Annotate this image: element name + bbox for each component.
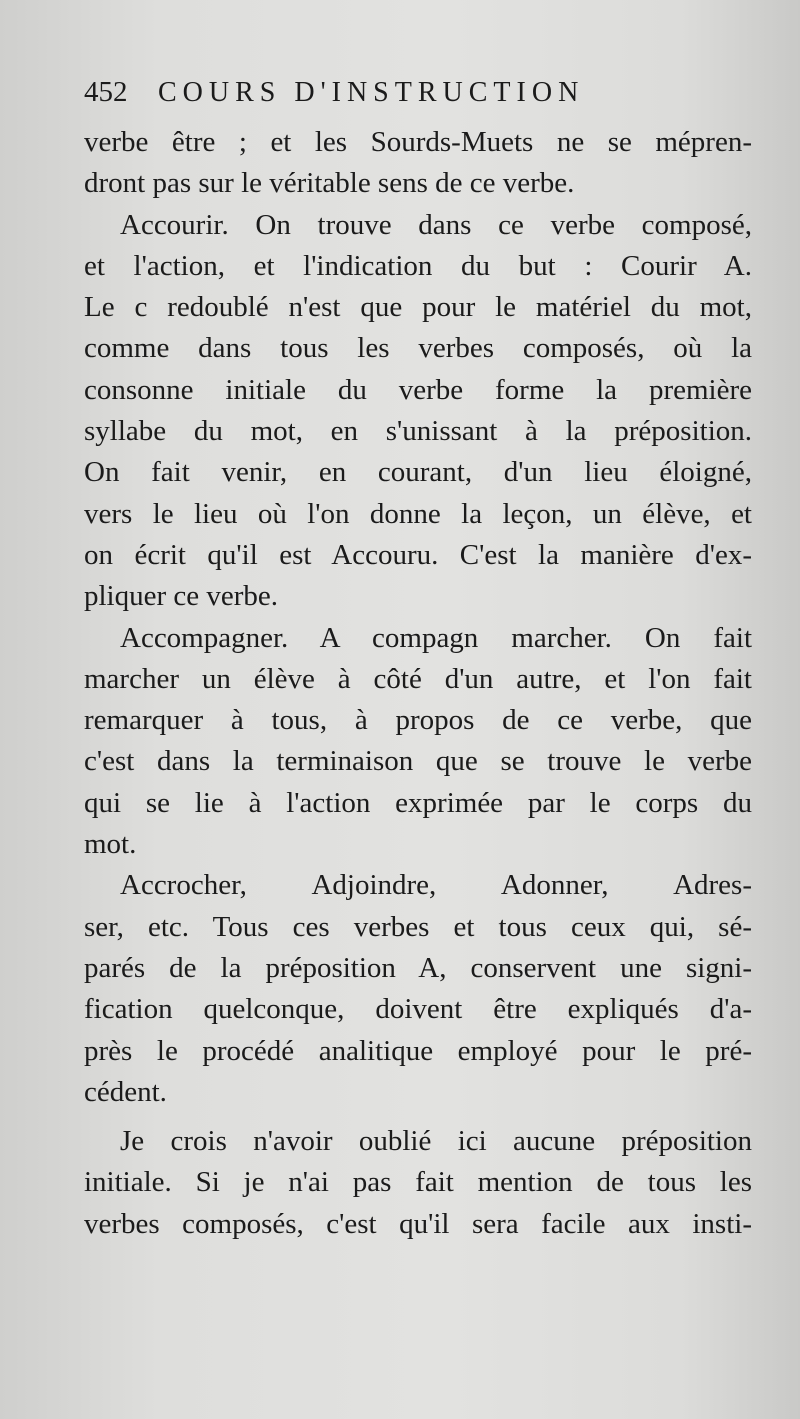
text-line: on écrit qu'il est Accouru. C'est la manière d'ex- <box>84 538 752 571</box>
text-line: dront pas sur le véritable sens de ce verbe. <box>84 167 575 200</box>
text-line: mot. <box>84 828 137 861</box>
text-line: parés de la préposition A, conservent une signi- <box>84 951 752 984</box>
page-number: 452 <box>84 76 128 108</box>
page-header <box>84 76 674 120</box>
text-line: remarquer à tous, à propos de ce verbe, que <box>84 704 752 737</box>
text-line: Je crois n'avoir oublié ici aucune préposition <box>120 1125 752 1158</box>
text-line: Accompagner. A compagn marcher. On fait <box>120 621 752 654</box>
text-line: verbe être ; et les Sourds-Muets ne se mépren- <box>84 126 752 158</box>
text-line: consonne initiale du verbe forme la première <box>84 373 752 406</box>
text-line: près le procédé analitique employé pour le pré- <box>84 1034 752 1067</box>
text-line: fication quelconque, doivent être expliqués d'a- <box>84 993 752 1026</box>
text-line: c'est dans la terminaison que se trouve le verbe <box>84 745 752 778</box>
text-line: marcher un élève à côté d'un autre, et l'on fait <box>84 662 752 695</box>
text-line: qui se lie à l'action exprimée par le corps du <box>84 786 752 819</box>
text-line: Accourir. On trouve dans ce verbe composé, <box>120 208 752 241</box>
body-text <box>84 122 752 1245</box>
text-line: syllabe du mot, en s'unissant à la préposition. <box>84 415 752 448</box>
text-line: pliquer ce verbe. <box>84 580 279 613</box>
text-line: cédent. <box>84 1075 167 1108</box>
text-line: On fait venir, en courant, d'un lieu éloigné, <box>84 456 752 489</box>
text-line: ser, etc. Tous ces verbes et tous ceux qui, sé- <box>84 910 752 943</box>
text-line: Le c redoublé n'est que pour le matériel du mot, <box>84 291 752 324</box>
running-title: COURS D'INSTRUCTION <box>158 77 585 108</box>
text-line: verbes composés, c'est qu'il sera facile aux insti- <box>84 1207 752 1240</box>
text-line: initiale. Si je n'ai pas fait mention de tous les <box>84 1166 752 1199</box>
text-line: comme dans tous les verbes composés, où la <box>84 332 752 365</box>
text-line: et l'action, et l'indication du but : Courir A. <box>84 249 752 282</box>
text-line: Accrocher, Adjoindre, Adonner, Adres- <box>120 869 752 902</box>
text-line: vers le lieu où l'on donne la leçon, un élève, et <box>84 497 752 530</box>
